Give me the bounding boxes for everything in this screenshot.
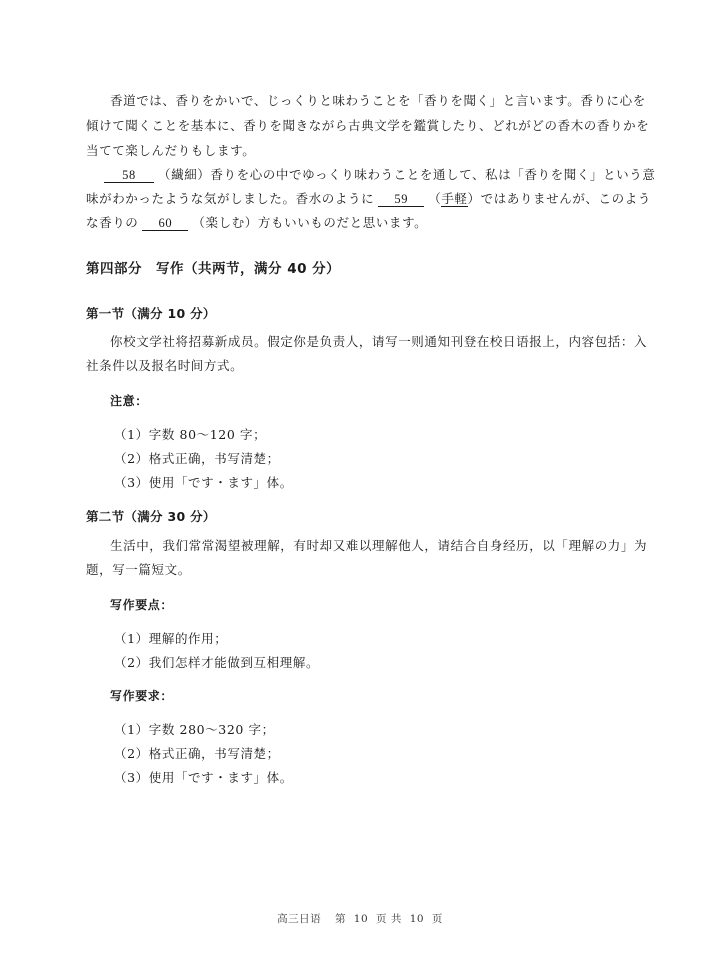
passage-para1-line1: 香道では、香りをかいで、じっくりと味わうことを「香りを聞く」と言います。香りに心を <box>110 93 646 108</box>
passage-para2-line3-post: （楽しむ）方もいいものだと思います。 <box>192 215 428 230</box>
section2-requirements-label: 写作要求： <box>110 689 174 703</box>
blank-58[interactable]: 58 <box>104 168 154 183</box>
section2-requirement-2: （2）格式正确，书写清楚； <box>114 746 280 761</box>
blank-59[interactable]: 59 <box>378 192 424 207</box>
passage-para2-line3-pre: な香りの <box>86 215 139 230</box>
passage-para2-line2-pre: 味がわかったような気がしました。香水のように <box>86 191 375 206</box>
passage-para2-line2 <box>86 190 651 207</box>
passage-para2-line2-post: ではありませんが、このよう <box>480 191 651 206</box>
passage-para2-line1-text: （繊細）香りを心の中でゆっくり味わうことを通して、私は「香りを聞く」という意 <box>158 167 656 182</box>
passage-para1-line2: 傾けて聞くことを基本に、香りを聞きながら古典文学を鑑賞したり、どれがどの香木の香りかを <box>86 118 650 133</box>
footer-page-pre: 第 <box>334 913 346 925</box>
section2-requirement-3: （3）使用「です・ます」体。 <box>114 770 293 785</box>
section1-prompt-line1: 你校文学社将招募新成员。假定你是负责人，请写一则通知刊登在校日语报上，内容包括：入 <box>110 334 648 349</box>
section2-points-label: 写作要点： <box>110 598 174 612</box>
section1-heading: 第一节（满分 10 分） <box>86 306 216 321</box>
footer-page-current: 10 <box>353 913 369 925</box>
section1-note-3: （3）使用「です・ます」体。 <box>114 475 293 490</box>
section2-prompt-line2: 题，写一篇短文。 <box>86 562 191 577</box>
section1-notes-label: 注意： <box>110 394 148 408</box>
hint-close-paren: ） <box>467 191 481 206</box>
section2-heading: 第二节（满分 30 分） <box>86 509 216 524</box>
blank-60[interactable]: 60 <box>142 216 188 231</box>
footer-page-post: 页 <box>431 913 443 925</box>
page-footer <box>0 911 720 926</box>
section2-requirement-1: （1）字数 280～320 字； <box>114 722 275 737</box>
section1-prompt-line2: 社条件以及报名时间方式。 <box>86 358 244 373</box>
passage-para2-line1 <box>104 166 656 183</box>
footer-page-total: 10 <box>409 913 425 925</box>
section1-note-2: （2）格式正确，书写清楚； <box>114 451 280 466</box>
passage-para2-line3 <box>86 214 634 231</box>
hint-59-underlined-word: 手軽 <box>441 191 468 206</box>
section2-prompt-line1: 生活中，我们常常渴望被理解，有时却又难以理解他人，请结合自身经历，以「理解の力」为 <box>110 538 648 553</box>
passage-para1-line3: 当てて楽しんだりもします。 <box>86 143 256 158</box>
section2-point-1: （1）理解的作用； <box>114 631 228 646</box>
part4-heading: 第四部分 写作（共两节，满分 40 分） <box>86 261 341 277</box>
hint-open-paren: （ <box>428 191 442 206</box>
section2-point-2: （2）我们怎样才能做到互相理解。 <box>114 655 320 670</box>
footer-subject: 高三日语 <box>277 913 322 925</box>
footer-page-mid: 页 共 <box>376 913 402 925</box>
section1-note-1: （1）字数 80～120 字； <box>114 427 267 442</box>
